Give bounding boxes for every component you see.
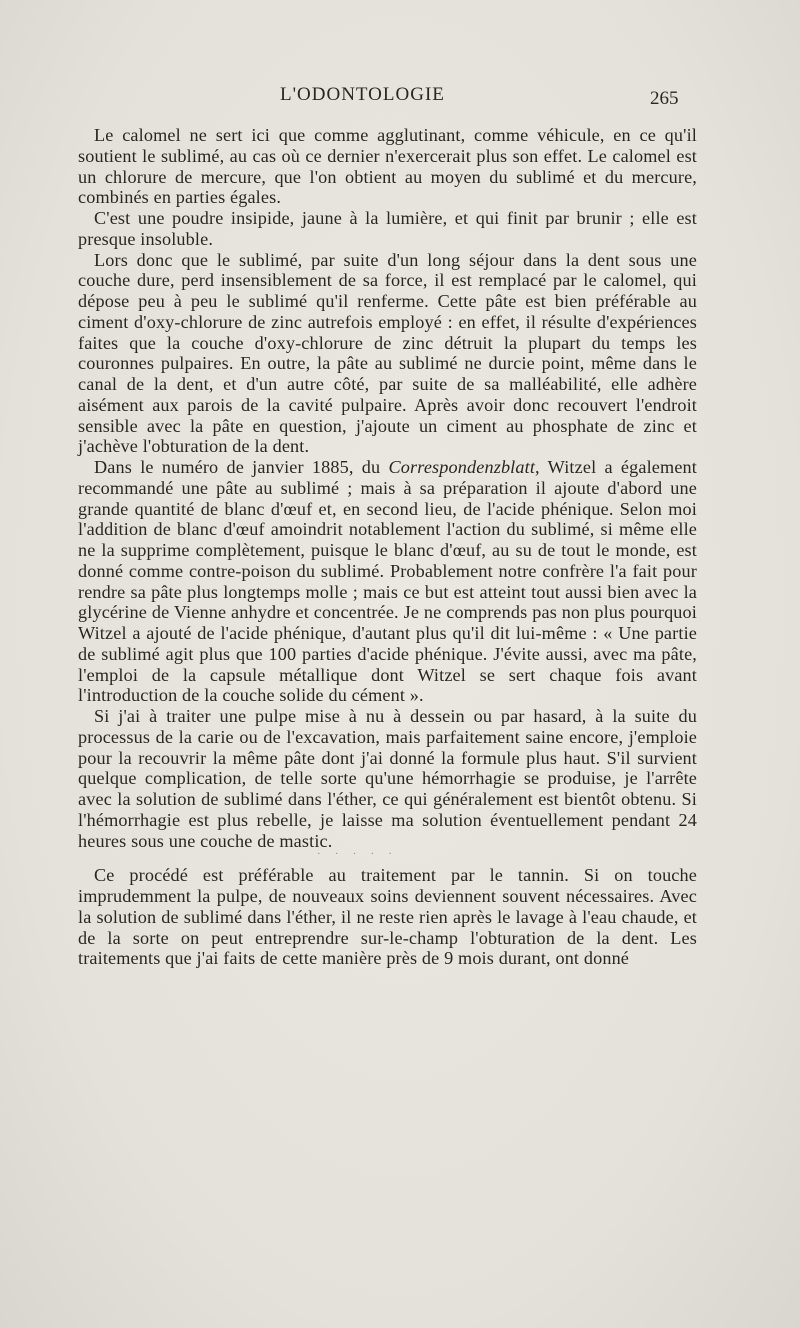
paragraph-pulpe: Si j'ai à traiter une pulpe mise à nu à dessein ou par hasard, à la suite du processus de la carie ou de l'excavation, mais parfaitement saine encore, j'emploie pour la recouvrir la même pâte dont j'ai donné la formule plus haut. S'il survient quelque complication, de telle sorte qu'une hémorrhagie se produise, je l'arrête avec la solution de sublimé dans l'éther, ce qui généralement est bientôt obtenu. Si l'hémorrhagie est plus rebelle, je laisse ma solution éventuellement pendant 24 heures sous une couche de mastic.: [78, 706, 697, 851]
page-header: [0, 84, 800, 110]
page-number: 265: [650, 88, 679, 109]
paragraph-procede: Ce procédé est préférable au traitement par le tannin. Si on touche imprudemment la pulpe, de nouveaux soins deviennent souvent nécessaires. Avec la solution de sublimé dans l'éther, il ne reste rien après le lavage à l'eau chaude, et de la sorte on peut entreprendre sur-le-champ l'obturation de la dent. Les traitements que j'ai faits de cette manière près de 9 mois durant, ont donné: [78, 865, 697, 969]
witzel-text-before: Dans le numéro de janvier 1885, du: [94, 457, 389, 477]
paragraph-witzel: [78, 457, 697, 706]
running-title: L'ODONTOLOGIE: [280, 84, 445, 105]
journal-title: Correspondenzblatt: [388, 457, 536, 477]
paragraph-sublime-calomel: Lors donc que le sublimé, par suite d'un long séjour dans la dent sous une couche dure, perd insensiblement de sa force, il est remplacé par le calomel, qui dépose peu à peu le sublimé qu'il renferme. Cette pâte est bien préférable au ciment d'oxy-chlorure de zinc autrefois employé : en effet, il résulte d'expériences faites que la couche d'oxy-chlorure de zinc détruit la plupart du temps les couronnes pulpaires. En outre, la pâte au sublimé ne durcie point, même dans le canal de la dent, et d'un autre côté, par suite de sa malléabilité, elle adhère aisément aux parois de la cavité pulpaire. Après avoir donc recouvert l'endroit sensible avec la pâte en question, j'ajoute un ciment au phosphate de zinc et j'achève l'obturation de la dent.: [78, 249, 697, 457]
witzel-text-after: , Witzel a également recommandé une pâte au sublimé ; mais à sa préparation il ajoute d'abord une grande quantité de blanc d'œuf et, en second lieu, de l'acide phénique. Selon moi l'addition de blanc d'œuf amoindrit notablement l'action du sublimé, si même elle ne la supprime complètement, puisque le blanc d'œuf, au su de tout le monde, est donné comme contre-poison du sublimé. Probablement notre confrère l'a fait pour rendre sa pâte plus longtemps molle ; mais ce but est atteint tout aussi bien avec la glycérine de Vienne anhydre et concentrée. Je ne comprends pas non plus pourquoi Witzel a ajouté de l'acide phénique, d'autant plus qu'il dit lui-même : « Une partie de sublimé agit plus que 100 parties d'acide phénique. J'évite aussi, avec ma pâte, l'emploi de la capsule métallique dont Witzel se sert chaque fois avant l'introduction de la couche solide du cément ».: [78, 457, 697, 706]
paragraph-calomel: Le calomel ne sert ici que comme agglutinant, comme véhicule, en ce qu'il soutient le sublimé, au cas où ce dernier n'exercerait plus son effet. Le calomel est un chlorure de mercure, que l'on obtient au moyen du sublimé et du mercure, combinés en parties égales.: [78, 125, 697, 208]
paragraph-poudre: C'est une poudre insipide, jaune à la lumière, et qui finit par brunir ; elle est presque insoluble.: [78, 208, 697, 249]
body-text: Le calomel ne sert ici que comme agglutinant, comme véhicule, en ce qu'il soutient le sublimé, au cas où ce dernier n'exercerait plus son effet. Le calomel est un chlorure de mercure, que l'on obtient au moyen du sublimé et du mercure, combinés en parties égales. C'est une poudre insipide, jaune à la lumière, et qui finit par brunir ; elle est presque insoluble. Lors donc que le sublimé, par suite d'un long séjour dans la dent sous une couche dure, perd insensiblement de sa force, il est remplacé par le calomel, qui dépose peu à peu le sublimé qu'il renferme. Cette pâte est bien préférable au ciment d'oxy-chlorure de zinc autrefois employé : en effet, il résulte d'expériences faites que la couche d'oxy-chlorure de zinc détruit la plupart du temps les couronnes pulpaires. En outre, la pâte au sublimé ne durcie point, même dans le canal de la dent, et d'un autre côté, par suite de sa malléabilité, elle adhère aisément aux parois de la cavité pulpaire. Après avoir donc recouvert l'endroit sensible avec la pâte en question, j'ajoute un ciment au phosphate de zinc et j'achève l'obturation de la dent. Dans le numéro de janvier 1885, du Correspondenzblatt, Witzel a également recommandé une pâte au sublimé ; mais à sa préparation il ajoute d'abord une grande quantité de blanc d'œuf et, en second lieu, de l'acide phénique. Selon moi l'addition de blanc d'œuf amoindrit notablement l'action du sublimé, si même elle ne la supprime complètement, puisque le blanc d'œuf, au su de tout le monde, est donné comme contre-poison du sublimé. Probablement notre confrère l'a fait pour rendre sa pâte plus longtemps molle ; mais ce but est atteint tout aussi bien avec la glycérine de Vienne anhydre et concentrée. Je ne comprends pas non plus pourquoi Witzel a ajouté de l'acide phénique, d'autant plus qu'il dit lui-même : « Une partie de sublimé agit plus que 100 parties d'acide phénique. J'évite aussi, avec ma pâte, l'emploi de la capsule métallique dont Witzel se sert chaque fois avant l'introduction de la couche solide du cément ». Si j'ai à traiter une pulpe mise à nu à dessein ou par hasard, à la suite du processus de la carie ou de l'excavation, mais parfaitement saine encore, j'emploie pour la recouvrir la même pâte dont j'ai donné la formule plus haut. S'il survient quelque complication, de telle sorte qu'une hémorrhagie se produise, je l'arrête avec la solution de sublimé dans l'éther, ce qui généralement est bientôt obtenu. Si l'hémorrhagie est plus rebelle, je laisse ma solution éventuellement pendant 24 heures sous une couche de mastic. · · · · · Ce procédé est préférable au traitement par le tannin. Si on touche imprudemment la pulpe, de nouveaux soins deviennent souvent nécessaires. Avec la solution de sublimé dans l'éther, il ne reste rien après le lavage à l'eau chaude, et de la sorte on peut entreprendre sur-le-champ l'obturation de la dent. Les traitements que j'ai faits de cette manière près de 9 mois durant, ont donné: [78, 125, 697, 969]
